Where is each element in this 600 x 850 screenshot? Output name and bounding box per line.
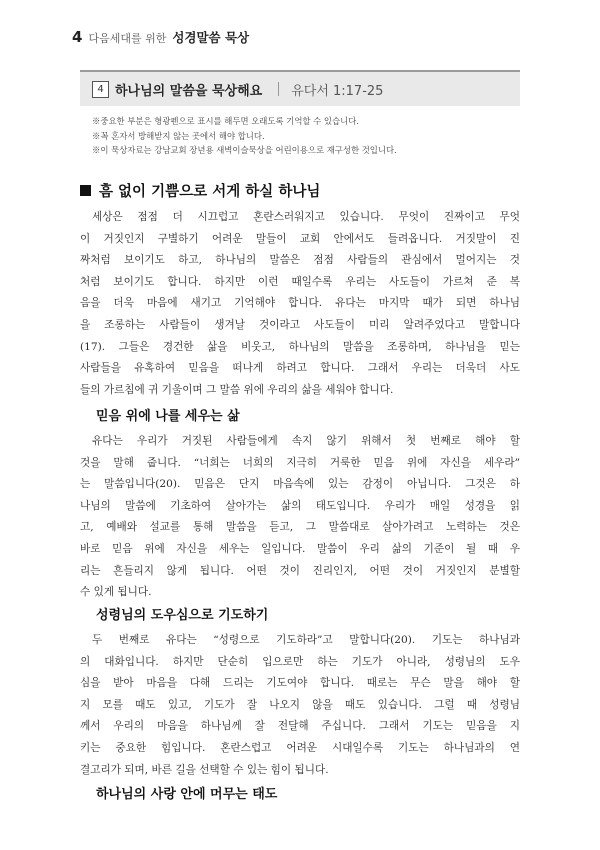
text-line: 바로 믿음 위에 자신을 세우는 일입니다. 말씀이 우리 삶의 기준이 될 때 우 [80, 542, 520, 555]
subheading-faith: 믿음 위에 나를 세우는 삶 [96, 409, 240, 424]
text-line: 수 있게 됩니다. [80, 586, 152, 599]
scripture-reference: 유다서 1:17-25 [291, 83, 384, 99]
lesson-title-box [80, 70, 520, 106]
text-line: 유다는 우리가 거짓된 사람들에게 속지 않기 위해서 첫 번째로 해야 할 [92, 435, 520, 447]
note-line: ※꼭 혼자서 방해받지 않는 곳에서 해야 합니다. [92, 130, 265, 141]
main-heading [80, 180, 320, 201]
text-line: 지 모를 때도 있고, 기도가 잘 나오지 않을 때도 있습니다. 그럴 때 성령님 [80, 698, 520, 711]
text-line: 처럼 보이기도 합니다. 하지만 이런 때일수록 우리는 사도들이 가르쳐 준 복 [80, 275, 520, 288]
main-heading-text: 흠 없이 기쁨으로 서게 하실 하나님 [99, 184, 321, 200]
page-number: 4 [72, 28, 83, 46]
square-bullet-icon [80, 185, 91, 196]
text-line: 고, 예배와 설교를 통해 말씀을 듣고, 그 말씀대로 살아가려고 노력하는 것은 [80, 521, 520, 534]
title-divider [278, 82, 279, 96]
lesson-title: 하나님의 말씀을 묵상해요 [115, 83, 263, 99]
text-line: 는 말씀입니다(20). 믿음은 단지 마음속에 있는 감정이 아닙니다. 그것은 하 [80, 478, 520, 491]
text-line: 께서 우리의 마음을 하나님께 잘 전달해 주십니다. 그래서 기도는 믿음을 지 [80, 720, 520, 733]
text-line: 심을 받아 마음을 다해 드리는 기도여야 합니다. 때로는 무슨 말을 해야 할 [80, 677, 520, 690]
text-line: 이 거짓인지 구별하기 어려운 말들이 교회 안에서도 들려옵니다. 거짓말이 진 [80, 232, 520, 245]
text-line: 들의 가르침에 귀 기울이며 그 말씀 위에 우리의 삶을 세워야 합니다. [80, 383, 394, 396]
faith-paragraph [80, 431, 520, 604]
text-line: 리는 흔들리지 않게 됩니다. 어떤 것이 진리인지, 어떤 것이 거짓인지 분별할 [80, 564, 520, 577]
text-line: 나님의 말씀에 기초하여 살아가는 삶의 태도입니다. 우리가 매일 성경을 읽 [80, 499, 520, 512]
text-line: 두 번째로 유다는 “성령으로 기도하라”고 말합니다(20). 기도는 하나님과 [92, 634, 520, 646]
notes-block [92, 114, 512, 158]
intro-paragraph [80, 207, 520, 401]
note-line: ※이 묵상자료는 강남교회 장년용 새벽이슬묵상을 어린이용으로 재구성한 것입니다. [92, 145, 397, 155]
text-line: 을 조롱하는 사람들이 생겨날 것이라고 사도들이 미리 알려주었다고 말합니다 [80, 318, 520, 331]
text-line: 것을 말해 줍니다. “너희는 너희의 지극히 거룩한 믿음 위에 자신을 세우라” [80, 456, 520, 469]
lesson-number-badge: 4 [92, 81, 109, 98]
text-line: 세상은 점점 더 시끄럽고 혼란스러워지고 있습니다. 무엇이 진짜이고 무엇 [92, 211, 520, 223]
text-line: (17). 그들은 경건한 삶을 비웃고, 하나님의 말씀을 조롱하며, 하나님을 믿는 [80, 340, 520, 353]
subheading-prayer: 성령님의 도우심으로 기도하기 [96, 608, 269, 623]
running-head [72, 28, 249, 46]
series-title: 다음세대를 위한 [88, 32, 167, 45]
book-title: 성경말씀 묵상 [172, 30, 250, 45]
prayer-paragraph [80, 630, 520, 781]
text-line: 결고리가 되며, 바른 길을 선택할 수 있는 힘이 됩니다. [80, 763, 329, 776]
text-line: 사람들을 유혹하여 믿음을 떠나게 하려고 합니다. 그래서 우리는 더욱더 사도 [80, 362, 520, 375]
subheading-love: 하나님의 사랑 안에 머무는 태도 [96, 787, 278, 802]
text-line: 의 대화입니다. 하지만 단순히 입으로만 하는 기도가 아니라, 성령님의 도우 [80, 655, 520, 668]
note-line: ※중요한 부분은 형광펜으로 표시를 해두면 오래도록 기억할 수 있습니다. [92, 116, 359, 126]
text-line: 키는 중요한 힘입니다. 혼란스럽고 어려운 시대일수록 기도는 하나님과의 연 [80, 741, 520, 754]
text-line: 음을 더욱 마음에 새기고 기억해야 합니다. 유다는 마지막 때가 되면 하나님 [80, 297, 520, 310]
text-line: 짜처럼 보이기도 하고, 하나님의 말씀은 점점 사람들의 관심에서 멀어지는 것 [80, 254, 520, 267]
